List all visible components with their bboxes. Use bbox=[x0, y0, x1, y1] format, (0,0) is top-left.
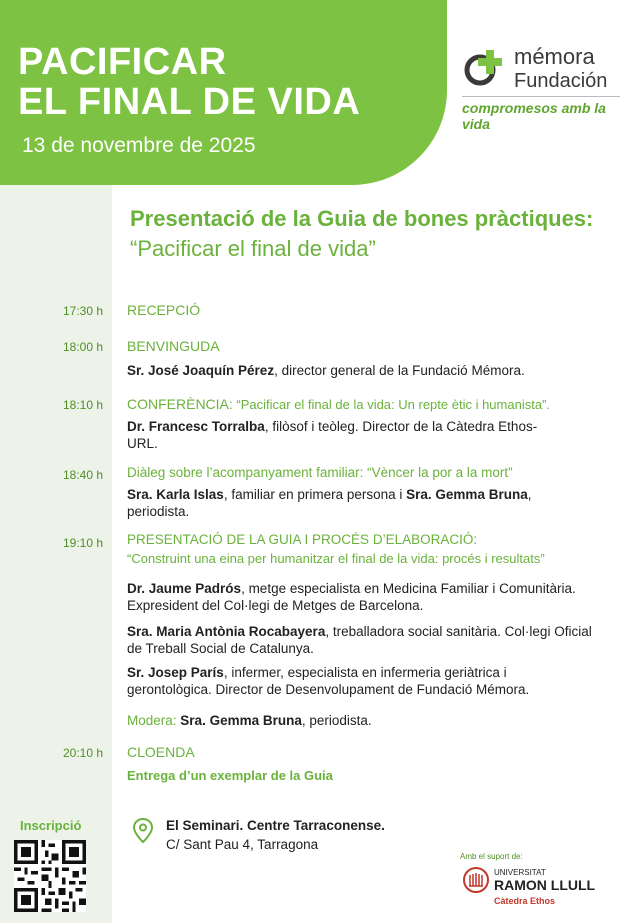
agenda-heading-main: CONFERÈNCIA: bbox=[127, 396, 233, 412]
subtitle-main: Presentació de la Guia de bones pràctiques: bbox=[130, 206, 594, 231]
speaker-name: Sr. José Joaquín Pérez bbox=[127, 363, 275, 378]
chair-name: Càtedra Ethos bbox=[494, 896, 556, 906]
speaker-role: , director general de la Fundació Mémora. bbox=[274, 363, 525, 378]
agenda-heading: Diàleg sobre l’acompanyament familiar: “Vèncer la por a la mort” bbox=[127, 465, 513, 480]
title-line-2: EL FINAL DE VIDA bbox=[18, 81, 361, 123]
university-seal-icon bbox=[462, 866, 490, 894]
time-slot: 18:40 h bbox=[63, 468, 104, 482]
qr-code[interactable] bbox=[14, 840, 86, 912]
header-banner bbox=[0, 0, 447, 185]
event-date: 13 de novembre de 2025 bbox=[22, 134, 256, 157]
venue-name: El Seminari. Centre Tarraconense. bbox=[166, 818, 385, 833]
university-name: RAMON LLULL bbox=[494, 877, 596, 893]
speaker-role: , periodista. bbox=[127, 487, 532, 519]
memora-logo bbox=[462, 40, 622, 140]
agenda-moderator bbox=[127, 712, 597, 729]
speaker-role: , filòsof i teòleg. Director de la Càtedra Ethos-URL. bbox=[127, 419, 538, 451]
inscription-label: Inscripció bbox=[20, 818, 82, 833]
logo-word-memora: mémora bbox=[514, 44, 595, 69]
page-title bbox=[18, 42, 360, 122]
time-slot: 17:30 h bbox=[63, 304, 104, 318]
logo-divider bbox=[462, 96, 620, 97]
venue-address: C/ Sant Pau 4, Tarragona bbox=[166, 837, 319, 852]
agenda-heading bbox=[127, 396, 550, 412]
speaker-name: Sra. Maria Antònia Rocabayera bbox=[127, 624, 326, 639]
speaker-name: Sr. Josep París bbox=[127, 665, 224, 680]
speaker-role: , metge especialista en Medicina Familiar i Comunitària. Expresident del Col·legi de Metges de Barcelona. bbox=[127, 581, 576, 613]
subtitle-quote: “Pacificar el final de vida” bbox=[130, 236, 376, 261]
agenda-speaker bbox=[127, 623, 597, 657]
agenda-heading: BENVINGUDA bbox=[127, 338, 220, 354]
logo-word-fundacion: Fundación bbox=[514, 70, 608, 92]
time-slot: 19:10 h bbox=[63, 536, 104, 550]
event-subtitle bbox=[130, 204, 600, 264]
speaker-role: , infermer, especialista en infermeria geriàtrica i gerontològica. Director de Desenvolupament de Fundació Mémora. bbox=[127, 665, 530, 697]
agenda-speaker bbox=[127, 580, 597, 614]
university-small-label: UNIVERSITAT bbox=[494, 868, 546, 877]
support-label: Amb el suport de: bbox=[460, 852, 523, 861]
time-slot: 18:10 h bbox=[63, 398, 104, 412]
agenda-subheading: Entrega d’un exemplar de la Guia bbox=[127, 768, 333, 783]
moderator-name: Sra. Gemma Bruna bbox=[180, 713, 302, 728]
agenda-speaker bbox=[127, 486, 547, 520]
time-slot: 20:10 h bbox=[63, 746, 104, 760]
speaker-name: Dr. Francesc Torralba bbox=[127, 419, 265, 434]
speaker-name: Sra. Gemma Bruna bbox=[406, 487, 528, 502]
agenda-heading: CLOENDA bbox=[127, 744, 195, 760]
agenda-heading: PRESENTACIÓ DE LA GUIA I PROCÉS D’ELABORACIÓ: bbox=[127, 532, 478, 547]
time-slot: 18:00 h bbox=[63, 340, 104, 354]
agenda-speaker bbox=[127, 362, 597, 379]
agenda-heading: RECEPCIÓ bbox=[127, 302, 201, 318]
title-line-1: PACIFICAR bbox=[18, 41, 227, 83]
speaker-role: , familiar en primera persona i bbox=[223, 487, 407, 502]
speaker-role: , treballadora social sanitària. Col·legi Oficial de Treball Social de Catalunya. bbox=[127, 624, 592, 656]
agenda-subheading: “Construint una eina per humanitzar el final de la vida: procés i resultats” bbox=[127, 551, 545, 566]
speaker-name: Sra. Karla Islas bbox=[127, 487, 224, 502]
location-pin-icon bbox=[132, 818, 154, 844]
agenda-speaker bbox=[127, 664, 567, 698]
moderator-role: , periodista. bbox=[301, 713, 372, 728]
agenda-heading-title: “Pacificar el final de la vida: Un repte ètic i humanista”. bbox=[232, 397, 550, 412]
agenda-speaker bbox=[127, 418, 567, 452]
logo-tagline: compromesos amb la vida bbox=[462, 100, 606, 132]
moderator-label: Modera: bbox=[127, 713, 177, 728]
speaker-name: Dr. Jaume Padrós bbox=[127, 581, 242, 596]
memora-logo-mark bbox=[464, 46, 510, 92]
